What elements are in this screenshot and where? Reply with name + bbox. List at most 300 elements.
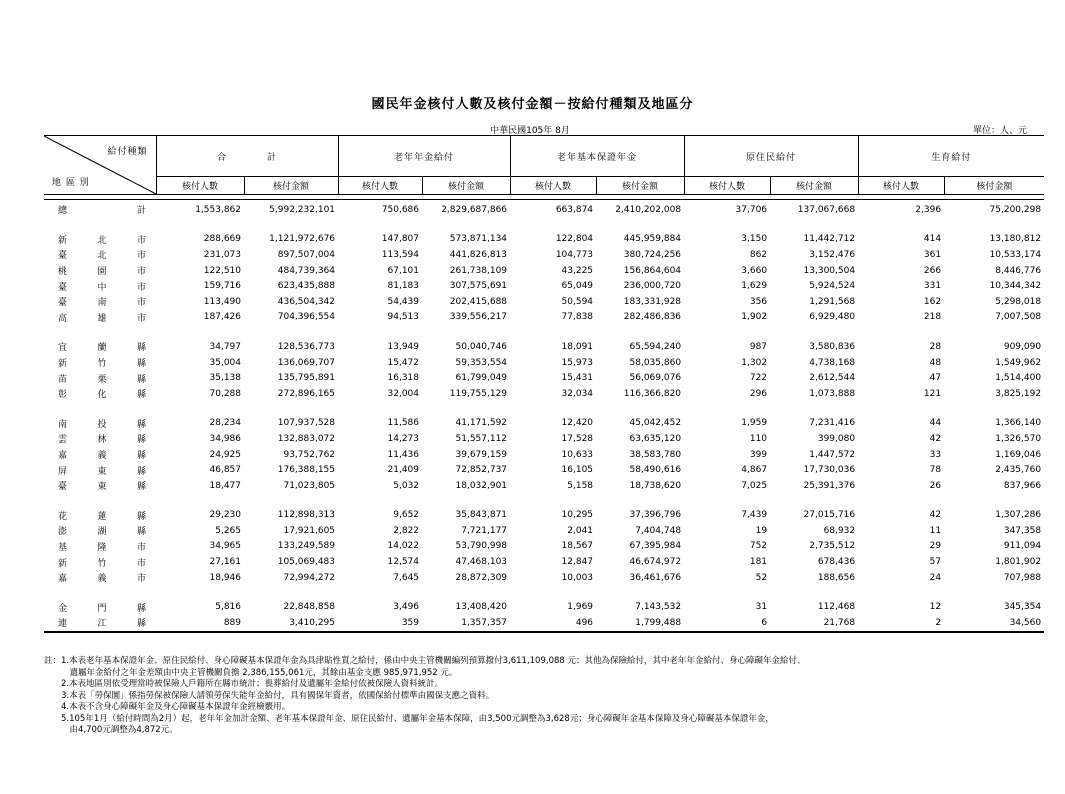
value-cell: 119,755,129 (449, 388, 508, 399)
footnote: 遺屬年金給付之年金差額由中央主管機關負擔 2,386,155,061元，其餘由基金支應 985,971,952 元。 (44, 667, 458, 678)
value-cell: 2 (935, 617, 942, 628)
value-cell: 17,730,036 (803, 465, 856, 476)
value-cell: 414 (923, 234, 942, 245)
value-cell: 1,073,888 (809, 388, 856, 399)
value-cell: 5,032 (393, 480, 420, 491)
value-cell: 29 (929, 541, 942, 552)
value-cell: 345,354 (1003, 602, 1042, 613)
value-cell: 218 (923, 312, 942, 323)
value-cell: 356 (749, 296, 768, 307)
value-cell: 12,847 (561, 557, 594, 568)
value-cell: 7,143,532 (635, 602, 682, 613)
region-cell: 新北市 (58, 235, 146, 246)
value-cell: 1,629 (741, 281, 768, 292)
value-cell: 41,171,592 (455, 418, 508, 429)
subheader-cell: 核付金額 (244, 177, 338, 195)
value-cell: 47,468,103 (455, 557, 508, 568)
value-cell: 288,669 (203, 234, 241, 245)
value-cell: 50,040,746 (455, 341, 508, 352)
value-cell: 282,486,836 (623, 312, 682, 323)
value-cell: 34,797 (209, 341, 241, 352)
value-cell: 63,635,120 (629, 433, 682, 444)
value-cell: 93,752,762 (283, 449, 336, 460)
region-cell: 臺東縣 (58, 482, 146, 493)
value-cell: 10,295 (561, 510, 594, 521)
value-cell: 13,408,420 (455, 602, 508, 613)
value-cell: 3,410,295 (289, 617, 336, 628)
value-cell: 1,366,140 (995, 418, 1042, 429)
table-row (44, 263, 1044, 279)
value-cell: 14,022 (387, 541, 420, 552)
value-cell: 104,773 (555, 249, 594, 260)
table-row (44, 478, 1044, 494)
value-cell: 231,073 (203, 249, 241, 260)
value-cell: 7,439 (741, 510, 768, 521)
value-cell: 113,594 (381, 249, 420, 260)
group-header-aboriginal: 原住民給付 (684, 136, 858, 177)
value-cell: 188,656 (817, 572, 856, 583)
value-cell: 137,067,668 (797, 204, 856, 215)
value-cell: 2,410,202,008 (615, 204, 682, 215)
footnote: 4.本表不含身心障礙年金及身心障礙基本保證年金經檢覈用。 (44, 702, 291, 712)
corner-label-region: 地 區 別 (52, 178, 90, 188)
table-row (44, 339, 1044, 355)
table-row (44, 431, 1044, 447)
region-cell: 苗栗縣 (58, 374, 146, 385)
region-cell: 總計 (58, 206, 146, 217)
value-cell: 147,807 (381, 234, 420, 245)
value-cell: 307,575,691 (449, 281, 508, 292)
value-cell: 5,265 (215, 525, 241, 536)
value-cell: 18,032,901 (455, 480, 508, 491)
footnote: 由4,700元調整為4,872元。 (44, 725, 178, 735)
value-cell: 183,331,928 (623, 296, 682, 307)
value-cell: 28,234 (209, 418, 241, 429)
table-row (44, 615, 1044, 632)
value-cell: 18,091 (561, 341, 594, 352)
value-cell: 58,490,616 (629, 465, 682, 476)
value-cell: 162 (923, 296, 942, 307)
value-cell: 261,738,109 (449, 265, 508, 276)
table-row (44, 294, 1044, 310)
value-cell: 15,431 (561, 373, 594, 384)
value-cell: 722 (749, 373, 768, 384)
value-cell: 21,768 (823, 617, 856, 628)
region-cell: 桃園市 (58, 267, 146, 278)
value-cell: 1,447,572 (809, 449, 856, 460)
value-cell: 187,426 (203, 312, 241, 323)
value-cell: 77,838 (561, 312, 594, 323)
value-cell: 32,004 (387, 388, 420, 399)
value-cell: 7,231,416 (809, 418, 856, 429)
value-cell: 5,924,524 (809, 281, 856, 292)
value-cell: 7,645 (393, 572, 420, 583)
footnote: 註：1.本表老年基本保證年金、原住民給付、身心障礙基本保證年金為具津貼性質之給付，係由中央主管機關編列預算撥付3,611,109,088 元；其他為保險給付，其中老年年金給付、身心障礙年金給付、 (44, 656, 806, 666)
value-cell: 105,069,483 (277, 557, 336, 568)
spacer-row (44, 585, 1044, 599)
value-cell: 112,898,313 (277, 510, 336, 521)
value-cell: 10,533,174 (989, 249, 1042, 260)
region-cell: 花蓮縣 (58, 511, 146, 522)
value-cell: 45,042,452 (629, 418, 682, 429)
value-cell: 359 (401, 617, 420, 628)
value-cell: 750,686 (381, 204, 420, 215)
spacer-row (44, 325, 1044, 339)
value-cell: 13,180,812 (989, 234, 1042, 245)
subheader-cell: 核付人數 (510, 177, 596, 195)
value-cell: 6,929,480 (809, 312, 856, 323)
value-cell: 24,925 (209, 449, 241, 460)
value-cell: 48 (929, 357, 942, 368)
region-cell: 新竹市 (58, 558, 146, 569)
value-cell: 441,826,813 (449, 249, 508, 260)
value-cell: 436,504,342 (277, 296, 336, 307)
corner-header (44, 136, 156, 195)
value-cell: 135,795,891 (277, 373, 336, 384)
value-cell: 445,959,884 (623, 234, 682, 245)
value-cell: 13,949 (387, 341, 420, 352)
value-cell: 58,035,860 (629, 357, 682, 368)
value-cell: 112,468 (817, 602, 856, 613)
page-title: 國民年金核付人數及核付金額－按給付種類及地區分 (371, 97, 694, 112)
value-cell: 19 (755, 525, 768, 536)
value-cell: 11,442,712 (803, 234, 856, 245)
table-row (44, 310, 1044, 326)
value-cell: 54,439 (387, 296, 420, 307)
value-cell: 26 (929, 480, 942, 491)
region-cell: 基隆市 (58, 542, 146, 553)
value-cell: 75,200,298 (989, 204, 1042, 215)
value-cell: 53,790,998 (455, 541, 508, 552)
table-row (44, 355, 1044, 371)
value-cell: 37,396,796 (629, 510, 682, 521)
value-cell: 1,357,357 (461, 617, 508, 628)
value-cell: 56,069,076 (629, 373, 682, 384)
value-cell: 39,679,159 (455, 449, 508, 460)
value-cell: 38,583,780 (629, 449, 682, 460)
value-cell: 2,435,760 (995, 465, 1042, 476)
value-cell: 3,496 (393, 602, 420, 613)
value-cell: 34,965 (209, 541, 241, 552)
group-header-basic: 老年基本保證年金 (510, 136, 684, 177)
table-row (44, 278, 1044, 294)
value-cell: 909,090 (1003, 341, 1042, 352)
subheader-cell: 核付人數 (338, 177, 422, 195)
value-cell: 34,986 (209, 433, 241, 444)
value-cell: 67,395,984 (629, 541, 682, 552)
table-row (44, 570, 1044, 586)
region-cell: 屏東縣 (58, 466, 146, 477)
group-header-old-age: 老年年金給付 (338, 136, 510, 177)
value-cell: 27,015,716 (803, 510, 856, 521)
value-cell: 496 (575, 617, 594, 628)
value-cell: 752 (749, 541, 768, 552)
value-cell: 1,801,902 (995, 557, 1042, 568)
value-cell: 12 (929, 602, 942, 613)
value-cell: 15,973 (561, 357, 594, 368)
value-cell: 9,652 (393, 510, 420, 521)
value-cell: 7,404,748 (635, 525, 682, 536)
value-cell: 176,388,155 (277, 465, 336, 476)
value-cell: 133,249,589 (277, 541, 336, 552)
value-cell: 70,288 (209, 388, 241, 399)
subheader-cell: 核付金額 (422, 177, 510, 195)
table-row (44, 539, 1044, 555)
value-cell: 1,326,570 (995, 433, 1042, 444)
value-cell: 7,025 (741, 480, 768, 491)
spacer-row (44, 494, 1044, 508)
value-cell: 2,612,544 (809, 373, 856, 384)
corner-label-type: 給付種類 (107, 147, 148, 157)
value-cell: 1,549,962 (995, 357, 1042, 368)
value-cell: 17,921,605 (283, 525, 336, 536)
value-cell: 573,871,134 (449, 234, 508, 245)
value-cell: 1,121,972,676 (269, 234, 336, 245)
value-cell: 128,536,773 (277, 341, 336, 352)
value-cell: 132,883,072 (277, 433, 336, 444)
value-cell: 35,004 (209, 357, 241, 368)
value-cell: 10,633 (561, 449, 594, 460)
value-cell: 5,158 (567, 480, 594, 491)
region-cell: 連江縣 (58, 619, 146, 630)
region-cell: 臺北市 (58, 251, 146, 262)
value-cell: 32,034 (561, 388, 594, 399)
value-cell: 4,867 (741, 465, 768, 476)
region-cell: 宜蘭縣 (58, 343, 146, 354)
value-cell: 122,804 (555, 234, 594, 245)
value-cell: 44 (929, 418, 942, 429)
value-cell: 21,409 (387, 465, 420, 476)
value-cell: 52 (755, 572, 768, 583)
value-cell: 3,580,836 (809, 341, 856, 352)
value-cell: 1,902 (741, 312, 768, 323)
value-cell: 380,724,256 (623, 249, 682, 260)
value-cell: 6 (761, 617, 768, 628)
value-cell: 911,094 (1003, 541, 1042, 552)
value-cell: 1,169,046 (995, 449, 1042, 460)
value-cell: 122,510 (203, 265, 241, 276)
table-row (44, 523, 1044, 539)
region-cell: 嘉義市 (58, 574, 146, 585)
value-cell: 7,721,177 (461, 525, 508, 536)
value-cell: 18,738,620 (629, 480, 682, 491)
value-cell: 18,567 (561, 541, 594, 552)
table-row (44, 370, 1044, 386)
region-cell: 彰化縣 (58, 390, 146, 401)
value-cell: 33 (929, 449, 942, 460)
value-cell: 1,959 (741, 418, 768, 429)
value-cell: 663,874 (555, 204, 594, 215)
value-cell: 296 (749, 388, 768, 399)
value-cell: 1,291,568 (809, 296, 856, 307)
report-date: 中華民國105年 8月 (490, 126, 570, 136)
value-cell: 28,872,309 (455, 572, 508, 583)
spacer-row (44, 402, 1044, 416)
value-cell: 71,023,805 (283, 480, 336, 491)
subheader-cell: 核付人數 (684, 177, 770, 195)
value-cell: 8,446,776 (995, 265, 1042, 276)
value-cell: 236,000,720 (623, 281, 682, 292)
value-cell: 1,302 (741, 357, 768, 368)
value-cell: 10,003 (561, 572, 594, 583)
value-cell: 46,674,972 (629, 557, 682, 568)
value-cell: 3,152,476 (809, 249, 856, 260)
value-cell: 399,080 (817, 433, 856, 444)
table-row (44, 447, 1044, 463)
value-cell: 22,848,858 (283, 602, 336, 613)
table-row (44, 462, 1044, 478)
value-cell: 37,706 (735, 204, 768, 215)
value-cell: 5,816 (215, 602, 241, 613)
value-cell: 116,366,820 (623, 388, 682, 399)
value-cell: 51,557,112 (455, 433, 508, 444)
value-cell: 272,896,165 (277, 388, 336, 399)
value-cell: 889 (223, 617, 241, 628)
value-cell: 2,396 (915, 204, 942, 215)
value-cell: 339,556,217 (449, 312, 508, 323)
value-cell: 707,988 (1003, 572, 1042, 583)
subheader-cell: 核付金額 (944, 177, 1044, 195)
value-cell: 361 (923, 249, 942, 260)
region-cell: 新竹縣 (58, 359, 146, 370)
subheader-cell: 核付金額 (596, 177, 684, 195)
value-cell: 36,461,676 (629, 572, 682, 583)
value-cell: 156,864,604 (623, 265, 682, 276)
table-row (44, 599, 1044, 615)
region-cell: 南投縣 (58, 419, 146, 430)
value-cell: 1,514,400 (995, 373, 1042, 384)
value-cell: 42 (929, 510, 942, 521)
value-cell: 17,528 (561, 433, 594, 444)
value-cell: 2,822 (393, 525, 420, 536)
value-cell: 14,273 (387, 433, 420, 444)
value-cell: 29,230 (209, 510, 241, 521)
value-cell: 61,799,049 (455, 373, 508, 384)
value-cell: 28 (929, 341, 942, 352)
value-cell: 65,049 (561, 281, 594, 292)
value-cell: 11,586 (387, 418, 420, 429)
value-cell: 897,507,004 (277, 249, 336, 260)
region-cell: 臺中市 (58, 282, 146, 293)
value-cell: 27,161 (209, 557, 241, 568)
subheader-cell: 核付人數 (858, 177, 944, 195)
subheader-cell: 核付金額 (770, 177, 858, 195)
value-cell: 35,843,871 (455, 510, 508, 521)
value-cell: 11,436 (387, 449, 420, 460)
region-cell: 臺南市 (58, 298, 146, 309)
value-cell: 1,553,862 (195, 204, 241, 215)
value-cell: 4,738,168 (809, 357, 856, 368)
table-row (44, 232, 1044, 248)
value-cell: 623,435,888 (277, 281, 336, 292)
value-cell: 862 (749, 249, 768, 260)
value-cell: 34,560 (1009, 617, 1042, 628)
value-cell: 59,353,554 (455, 357, 508, 368)
value-cell: 11 (929, 525, 942, 536)
table-row (44, 508, 1044, 524)
value-cell: 110 (749, 433, 768, 444)
value-cell: 43,225 (561, 265, 594, 276)
table-row (44, 247, 1044, 263)
value-cell: 1,969 (567, 602, 594, 613)
footnote: 5.105年1月（給付時間為2月）起，老年年金加計金額、老年基本保證年金、原住民給付、遺屬年金基本保障，由3,500元調整為3,628元；身心障礙年金基本保障及身心障礙基本保證年金， (44, 713, 774, 724)
table-row (44, 200, 1044, 218)
region-cell: 雲林縣 (58, 435, 146, 446)
value-cell: 2,829,687,866 (441, 204, 508, 215)
pension-table (44, 135, 1044, 633)
value-cell: 94,513 (387, 312, 420, 323)
value-cell: 72,852,737 (455, 465, 508, 476)
value-cell: 331 (923, 281, 942, 292)
value-cell: 121 (923, 388, 942, 399)
value-cell: 7,007,508 (995, 312, 1042, 323)
value-cell: 46,857 (209, 465, 241, 476)
value-cell: 678,436 (817, 557, 856, 568)
value-cell: 181 (749, 557, 768, 568)
value-cell: 159,716 (203, 281, 241, 292)
value-cell: 42 (929, 433, 942, 444)
value-cell: 47 (929, 373, 942, 384)
value-cell: 12,574 (387, 557, 420, 568)
table-row (44, 386, 1044, 402)
value-cell: 136,069,707 (277, 357, 336, 368)
unit-label: 單位：人、元 (972, 126, 1027, 136)
value-cell: 31 (755, 602, 768, 613)
value-cell: 266 (923, 265, 942, 276)
value-cell: 399 (749, 449, 768, 460)
value-cell: 35,138 (209, 373, 241, 384)
value-cell: 347,358 (1003, 525, 1042, 536)
value-cell: 57 (929, 557, 942, 568)
region-cell: 嘉義縣 (58, 451, 146, 462)
value-cell: 81,183 (387, 281, 420, 292)
value-cell: 50,594 (561, 296, 594, 307)
table-body (44, 200, 1044, 632)
subheader-cell: 核付人數 (156, 177, 244, 195)
value-cell: 10,344,342 (989, 281, 1042, 292)
value-cell: 78 (929, 465, 942, 476)
value-cell: 15,472 (387, 357, 420, 368)
value-cell: 484,739,364 (277, 265, 336, 276)
region-cell: 澎湖縣 (58, 527, 146, 538)
value-cell: 2,735,512 (809, 541, 856, 552)
value-cell: 5,992,232,101 (269, 204, 336, 215)
value-cell: 16,105 (561, 465, 594, 476)
value-cell: 65,594,240 (629, 341, 682, 352)
value-cell: 107,937,528 (277, 418, 336, 429)
region-cell: 金門縣 (58, 603, 146, 614)
value-cell: 2,041 (567, 525, 594, 536)
value-cell: 5,298,018 (995, 296, 1042, 307)
value-cell: 12,420 (561, 418, 594, 429)
value-cell: 67,101 (387, 265, 420, 276)
region-cell: 高雄市 (58, 313, 146, 324)
table-row (44, 416, 1044, 432)
value-cell: 3,150 (741, 234, 768, 245)
group-header-total: 合 計 (156, 136, 338, 177)
value-cell: 704,396,554 (277, 312, 336, 323)
value-cell: 24 (929, 572, 942, 583)
value-cell: 837,966 (1003, 480, 1042, 491)
value-cell: 1,307,286 (995, 510, 1042, 521)
value-cell: 3,660 (741, 265, 768, 276)
value-cell: 202,415,688 (449, 296, 508, 307)
value-cell: 72,994,272 (283, 572, 336, 583)
footnote: 2.本表地區別依受理當時被保險人戶籍所在縣市統計；喪葬給付及遺屬年金給付依被保險人資料統計。 (44, 679, 444, 689)
value-cell: 987 (749, 341, 768, 352)
value-cell: 113,490 (203, 296, 241, 307)
footnotes (44, 656, 1059, 737)
